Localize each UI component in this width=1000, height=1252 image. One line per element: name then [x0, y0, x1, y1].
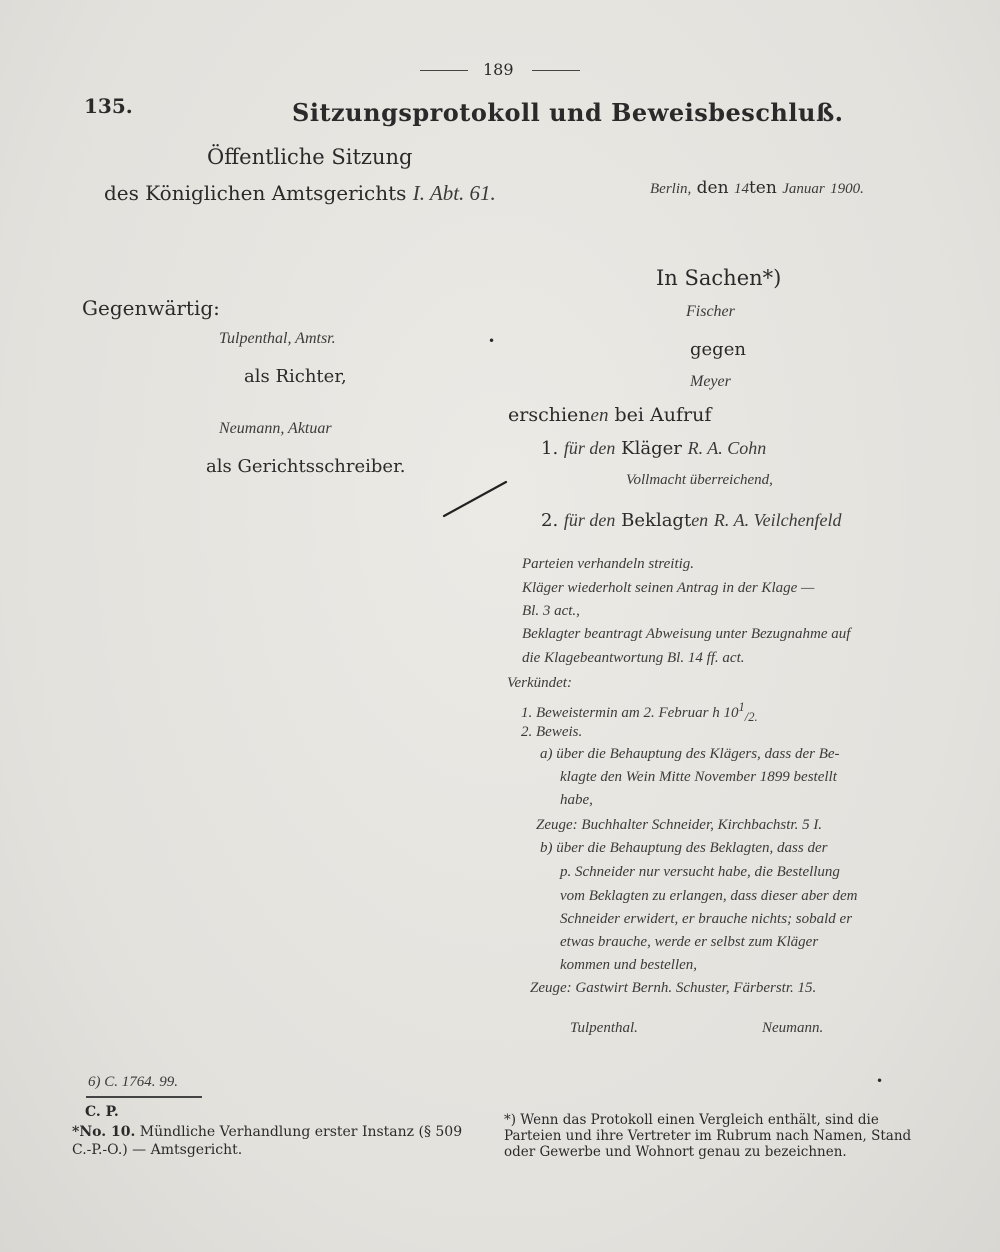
clerk-role: als Gerichtsschreiber. [206, 456, 406, 477]
page-number-rule-right [532, 70, 580, 71]
appearance-1-name: R. A. Cohn [687, 438, 767, 458]
case-header: In Sachen*) [656, 266, 782, 290]
appearance-1-note: Vollmacht überreichend, [626, 472, 773, 488]
session-title: Öffentliche Sitzung [207, 145, 413, 169]
place-date [650, 178, 864, 198]
decision-item-2: 2. Beweis. [521, 724, 583, 740]
appearance-2-number: 2. [541, 510, 559, 531]
proceedings-line: Kläger wiederholt seinen Antrag in der Klage — [522, 580, 815, 596]
appeared-label-print: erschien [508, 404, 591, 426]
date-year: 1900. [830, 181, 864, 197]
judge-name: Tulpenthal, Amtsr. [219, 330, 336, 347]
defendant-name: Meyer [690, 373, 731, 390]
decision-item-1 [521, 700, 758, 725]
evidence-b-line: b) über die Behauptung des Beklagten, dass der [540, 840, 828, 856]
appearance-defendant [541, 510, 842, 531]
decision-item-1-sub: /2. [744, 710, 758, 724]
present-label: Gegenwärtig: [82, 296, 220, 320]
form-description-line-2: C.-P.-O.) — Amtsgericht. [72, 1142, 243, 1158]
date-day-suffix: ten [748, 178, 777, 198]
form-number: 135. [84, 94, 133, 118]
ink-dot: • [876, 1074, 884, 1088]
appearance-1-number: 1. [541, 438, 559, 459]
appeared-label [508, 404, 711, 427]
witness-a: Zeuge: Buchhalter Schneider, Kirchbachstr. 5 I. [536, 817, 823, 833]
footnote-line: oder Gewerbe und Wohnort genau zu bezeichnen. [504, 1144, 847, 1160]
date-day: 14 [733, 181, 749, 197]
proceedings-line: Beklagter beantragt Abweisung unter Bezugnahme auf [522, 626, 851, 642]
announced-label: Verkündet: [507, 675, 572, 691]
form-description-line-1: Mündliche Verhandlung erster Instanz (§ 509 [139, 1124, 463, 1140]
appeared-label-hand: en [590, 405, 609, 426]
appearance-1-role: Kläger [621, 438, 682, 459]
place: Berlin, [650, 181, 692, 197]
date-prefix: den [696, 178, 729, 198]
decision-item-1-text: 1. Beweistermin am 2. Februar h 10 [521, 705, 739, 721]
appeared-label-rest: bei Aufruf [614, 404, 712, 426]
proceedings-line: Bl. 3 act., [522, 603, 580, 619]
evidence-b-line: vom Beklagten zu erlangen, dass dieser aber dem [560, 888, 858, 904]
pen-stroke-mark [440, 478, 510, 520]
appearance-plaintiff [541, 438, 766, 459]
court-line [104, 181, 496, 206]
appearance-2-for: für den [563, 510, 616, 530]
file-reference: 6) C. 1764. 99. [88, 1074, 178, 1090]
appearance-2-role-hand: en [691, 510, 709, 530]
page-number: 189 [483, 60, 514, 79]
document-title: Sitzungsprotokoll und Beweisbeschluß. [292, 98, 844, 127]
proceedings-line: Parteien verhandeln streitig. [522, 556, 695, 572]
court-prefix: des Königlichen Amtsgerichts [104, 181, 407, 205]
evidence-a-line: habe, [560, 792, 593, 808]
evidence-b-line: Schneider erwidert, er brauche nichts; sobald er [560, 911, 853, 927]
plaintiff-name: Fischer [686, 303, 735, 320]
judge-role: als Richter, [244, 366, 347, 387]
ink-dot: • [488, 334, 496, 348]
footnote-line: *) Wenn das Protokoll einen Vergleich enthält, sind die [504, 1112, 879, 1128]
decision-item-1-sup: 1 [738, 700, 745, 714]
appearance-2-name: R. A. Veilchenfeld [713, 510, 842, 530]
cp-label: C. P. [85, 1104, 119, 1120]
evidence-a-line: a) über die Behauptung des Klägers, dass der Be- [540, 746, 840, 762]
form-description [72, 1124, 462, 1140]
judge-signature: Tulpenthal. [570, 1020, 638, 1036]
evidence-a-line: klagte den Wein Mitte November 1899 bestellt [560, 769, 837, 785]
clerk-signature: Neumann. [762, 1020, 824, 1036]
proceedings-line: die Klagebeantwortung Bl. 14 ff. act. [522, 650, 745, 666]
evidence-b-line: etwas brauche, werde er selbst zum Kläger [560, 934, 819, 950]
page-number-rule-left [420, 70, 468, 71]
evidence-b-line: kommen und bestellen, [560, 957, 698, 973]
court-division: I. Abt. 61. [412, 181, 496, 205]
appearance-1-for: für den [563, 438, 616, 458]
evidence-b-line: p. Schneider nur versucht habe, die Bestellung [560, 864, 840, 880]
clerk-name: Neumann, Aktuar [219, 420, 332, 437]
footnote-line: Parteien und ihre Vertreter im Rubrum nach Namen, Stand [504, 1128, 912, 1144]
date-month: Januar [782, 181, 825, 197]
versus-label: gegen [690, 339, 746, 360]
form-no-prefix: *No. 10. [72, 1124, 136, 1140]
witness-b: Zeuge: Gastwirt Bernh. Schuster, Färberstr. 15. [530, 980, 817, 996]
file-reference-rule [86, 1096, 202, 1098]
appearance-2-role: Beklagt [621, 510, 692, 531]
